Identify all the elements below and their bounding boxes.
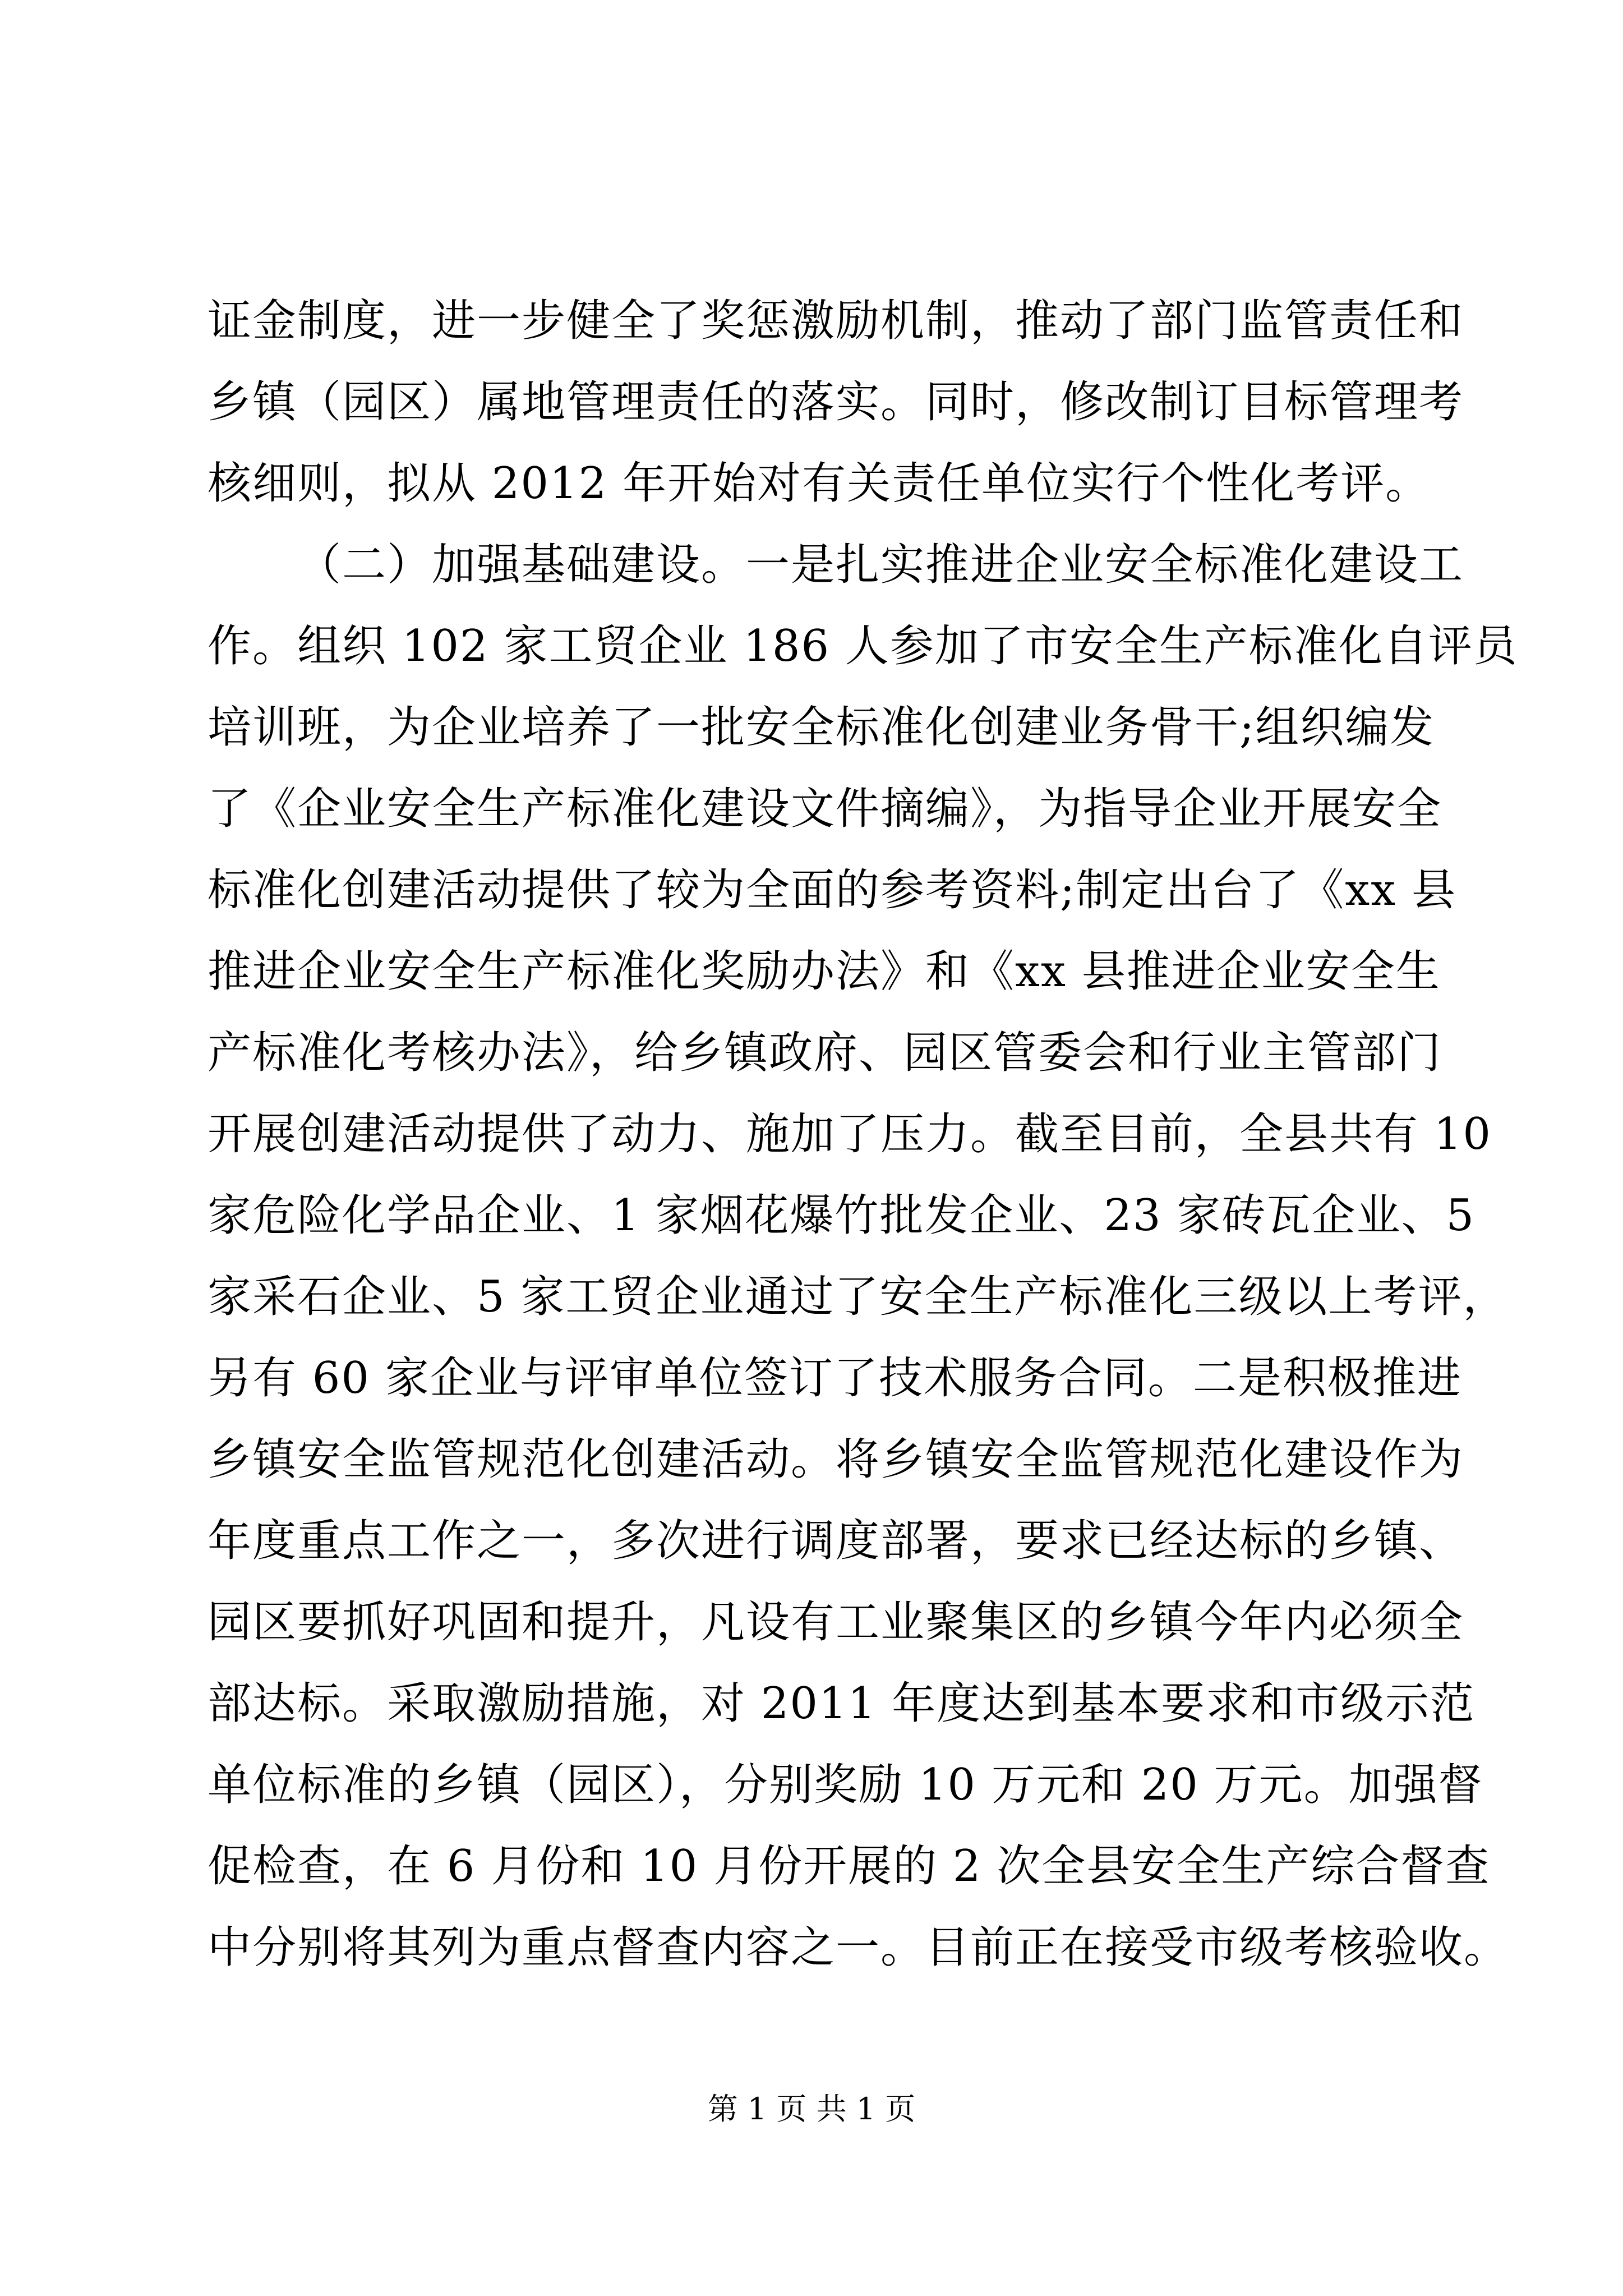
text-line: 作。组织 102 家工贸企业 186 人参加了市安全生产标准化自评员 xyxy=(208,621,1518,671)
text-line: 推进企业安全生产标准化奖励办法》和《xx 县推进企业安全生 xyxy=(208,946,1441,997)
page-number-footer: 第 1 页 共 1 页 xyxy=(707,2091,916,2127)
text-line: 核细则，拟从 2012 年开始对有关责任单位实行个性化考评。 xyxy=(208,458,1431,509)
text-line: 另有 60 家企业与评审单位签订了技术服务合同。二是积极推进 xyxy=(208,1353,1462,1404)
text-line: 开展创建活动提供了动力、施加了压力。截至目前，全县共有 10 xyxy=(208,1109,1492,1159)
text-line: 培训班，为企业培养了一批安全标准化创建业务骨干;组织编发 xyxy=(208,702,1435,753)
body-text xyxy=(208,280,1518,1989)
paragraph-heading-line: （二）加强基础建设。一是扎实推进企业安全标准化建设工 xyxy=(297,540,1464,590)
text-line: 产标准化考核办法》，给乡镇政府、园区管委会和行业主管部门 xyxy=(208,1028,1442,1078)
text-line: 中分别将其列为重点督查内容之一。目前正在接受市级考核验收。 xyxy=(208,1922,1509,1973)
text-line: 乡镇（园区）属地管理责任的落实。同时，修改制订目标管理考 xyxy=(208,377,1464,427)
text-line: 家采石企业、5 家工贸企业通过了安全生产标准化三级以上考评， xyxy=(208,1272,1508,1322)
text-line: 部达标。采取激励措施，对 2011 年度达到基本要求和市级示范 xyxy=(208,1678,1476,1729)
text-line: 家危险化学品企业、1 家烟花爆竹批发企业、23 家砖瓦企业、5 xyxy=(208,1190,1476,1241)
text-line: 证金制度，进一步健全了奖惩激励机制，推动了部门监管责任和 xyxy=(208,296,1464,346)
text-line: 了《企业安全生产标准化建设文件摘编》，为指导企业开展安全 xyxy=(208,784,1442,834)
text-line: 园区要抓好巩固和提升，凡设有工业聚集区的乡镇今年内必须全 xyxy=(208,1597,1464,1648)
text-line: 标准化创建活动提供了较为全面的参考资料;制定出台了《xx 县 xyxy=(208,865,1457,915)
text-line: 年度重点工作之一，多次进行调度部署，要求已经达标的乡镇、 xyxy=(208,1516,1464,1566)
text-line: 单位标准的乡镇（园区），分别奖励 10 万元和 20 万元。加强督 xyxy=(208,1760,1483,1810)
text-line: 乡镇安全监管规范化创建活动。将乡镇安全监管规范化建设作为 xyxy=(208,1434,1464,1485)
text-line: 促检查，在 6 月份和 10 月份开展的 2 次全县安全生产综合督查 xyxy=(208,1841,1491,1892)
